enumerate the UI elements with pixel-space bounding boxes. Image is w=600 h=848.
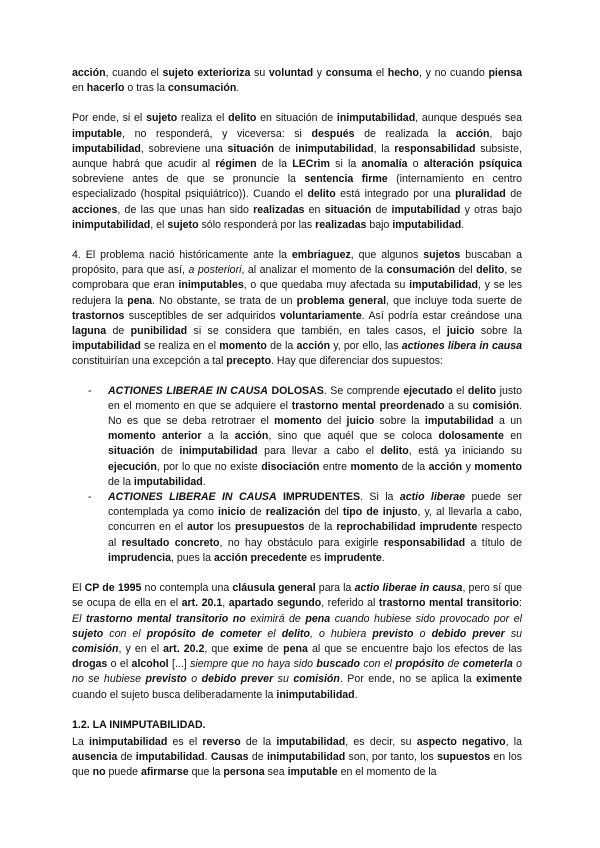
text-run: al que se encuentre bajo los efectos de las	[307, 642, 522, 655]
text-run: imputabilidad	[133, 475, 203, 488]
text-run: art. 20.1	[181, 597, 223, 610]
text-run: cláusula general	[232, 582, 316, 595]
text-run: inimputabilidad	[276, 688, 355, 701]
text-run: situación	[227, 142, 275, 155]
text-run: de	[371, 203, 392, 216]
text-run: se realiza en el	[140, 340, 220, 353]
text-run: delito	[281, 627, 310, 640]
text-run: , no responderá, y viceversa: si	[122, 127, 312, 140]
text-run: imputabilidad	[276, 735, 346, 748]
text-run: consumación	[168, 82, 237, 95]
text-run: . Por ende, no se aplica la	[339, 673, 477, 686]
text-run: los	[213, 521, 235, 534]
text-run: sujeto	[167, 218, 199, 231]
paragraph-inimputabilidad	[72, 735, 522, 781]
text-run: o no se hubiese	[72, 658, 523, 686]
text-run: régimen	[215, 158, 257, 171]
text-run: , sino que aquél que se coloca	[268, 430, 439, 443]
text-run: de	[248, 751, 267, 764]
text-run: imputabilidad	[409, 279, 478, 292]
text-run: imputabilidad	[391, 203, 461, 216]
text-run: justo en el momento en que se adquiere el	[108, 384, 523, 412]
text-run: , que	[204, 642, 234, 655]
text-run: acciones	[72, 203, 118, 216]
text-run: de la	[108, 475, 134, 488]
text-run: momento	[274, 415, 322, 428]
text-run: ACTIONES LIBERAE IN CAUSA	[108, 384, 268, 397]
text-run: imputabilidad	[72, 340, 141, 353]
text-run: ACTIONES LIBERAE IN CAUSA	[108, 491, 277, 504]
text-run: inimputabilidad	[72, 218, 151, 231]
text-run: y	[313, 67, 326, 79]
text-run: su	[250, 67, 269, 79]
text-run: , pues la	[171, 551, 214, 564]
text-run: Por ende, si el	[72, 112, 147, 125]
text-run: , o hubiera	[309, 627, 373, 640]
text-run: , y en el	[118, 642, 164, 655]
list-item-dolosas	[72, 384, 522, 490]
text-run: .	[202, 475, 206, 488]
text-run: bajo	[366, 218, 393, 231]
text-run: presupuestos	[234, 521, 305, 534]
text-run: actiones libera in causa	[401, 340, 522, 353]
text-run: acción	[72, 67, 106, 79]
text-run: DOLOSAS	[267, 384, 324, 397]
text-run: es el	[167, 735, 203, 748]
text-run: y otras bajo	[460, 203, 523, 216]
text-run: imputabilidad	[135, 751, 205, 764]
text-run: su	[273, 673, 294, 686]
text-run: , pero sí que se ocupa de ella en el	[72, 582, 522, 610]
text-run: delito	[307, 188, 336, 201]
text-run: consuma	[325, 67, 373, 79]
text-run: trastorno mental transitorio	[378, 597, 520, 610]
text-run: hacerlo	[86, 82, 125, 95]
text-run: en situación de	[256, 112, 337, 125]
text-run: . No obstante, se trata de un	[152, 294, 297, 307]
text-run: acción	[455, 127, 490, 140]
text-run: previsto	[372, 627, 414, 640]
text-run: que la	[188, 766, 224, 779]
text-run: está integrado por una	[335, 188, 456, 201]
text-run: sentencia firme	[304, 173, 388, 186]
text-run: exime	[233, 642, 264, 655]
text-run: responsabilidad	[383, 536, 466, 549]
text-run: realización	[265, 506, 321, 519]
text-run: de	[263, 642, 284, 655]
text-run: . Se comprende	[323, 384, 404, 397]
text-run: :	[519, 597, 522, 610]
text-run: constituirían una excepción a tal	[72, 355, 227, 368]
text-run: voluntad	[268, 67, 314, 79]
text-run: consumación	[386, 264, 455, 277]
text-run: supuestos	[437, 751, 491, 764]
text-run: alcohol	[131, 658, 169, 671]
text-run: delito	[476, 264, 505, 277]
text-run: afirmarse	[140, 766, 189, 779]
text-run: voluntariamente	[279, 309, 362, 322]
text-run: para la	[315, 582, 355, 595]
text-run: , la	[373, 142, 395, 155]
text-run: cuando hubiese sido provocado por el	[330, 612, 522, 625]
text-run: piensa	[488, 67, 523, 79]
text-run: pluralidad	[455, 188, 506, 201]
text-run: no contempla una	[141, 582, 233, 595]
text-run: propósito	[395, 658, 445, 671]
text-run: y, por ello, las	[330, 340, 402, 353]
text-run: siempre que no haya sido	[190, 658, 317, 671]
text-run: responsabilidad	[394, 142, 476, 155]
text-run: puede	[105, 766, 141, 779]
text-run: el	[372, 67, 388, 79]
text-run: en	[72, 82, 87, 95]
text-run: momento	[219, 340, 267, 353]
text-run: imprudente	[324, 551, 382, 564]
text-run: y	[462, 460, 475, 473]
text-run: momento	[474, 460, 523, 473]
text-run: en	[304, 203, 325, 216]
text-run: a la	[201, 430, 235, 443]
text-run: comisión	[72, 642, 119, 655]
text-run: sobreviene antes de que se pronuncie la	[72, 173, 305, 186]
text-run: , y no cuando	[419, 67, 489, 79]
text-run: acción	[296, 340, 331, 353]
paragraph-embriaguez	[72, 248, 522, 370]
text-run: o tras la	[124, 82, 168, 95]
text-run: . Así podría estar creándose una	[361, 309, 522, 322]
paragraph-cp-1995	[72, 581, 522, 703]
text-run: acción	[234, 430, 269, 443]
text-run: autor	[187, 521, 214, 534]
text-run: anomalía	[361, 158, 408, 171]
text-run: subsiste, aunque habrá que acudir al	[72, 142, 523, 171]
text-run: de la	[266, 340, 297, 353]
text-run: alteración psíquica	[423, 158, 523, 171]
text-run: punibilidad	[130, 325, 188, 338]
text-run: El	[72, 582, 85, 595]
text-run: a título de	[465, 536, 522, 549]
text-run: eximente	[476, 673, 522, 686]
text-run: situación	[108, 445, 155, 458]
text-run: eximirá de	[245, 612, 306, 625]
text-run: , es decir, su	[345, 735, 417, 748]
text-run: con el	[359, 658, 396, 671]
text-run: el	[452, 384, 468, 397]
text-run: si se considera que también, en tales casos, el	[187, 325, 447, 338]
text-run: imputabilidad	[392, 218, 462, 231]
text-run: es	[307, 551, 325, 564]
text-run: drogas	[72, 658, 108, 671]
text-run: (internamiento en centro especializado (hospital psiquiátrico)). Cuando el	[72, 173, 522, 201]
text-run: debido prever	[201, 673, 274, 686]
section-heading: 1.2. LA INIMPUTABILIDAD.	[72, 718, 206, 731]
text-run: . Hay que diferenciar dos supuestos:	[271, 355, 443, 368]
text-run: Causas	[210, 751, 249, 764]
text-run: 4. El problema nació históricamente ante la	[72, 249, 292, 262]
text-run: reprochabilidad imprudente	[336, 521, 478, 534]
text-run: , de las que unas han sido	[117, 203, 254, 216]
text-run: de realizada la	[354, 127, 456, 140]
text-run: a su	[444, 399, 473, 412]
text-run: ,	[222, 597, 229, 610]
text-run: .	[461, 218, 465, 231]
text-run: de	[245, 506, 266, 519]
text-run: sujeto exterioriza	[162, 67, 251, 79]
text-run: juicio	[446, 325, 475, 338]
text-run: previsto	[145, 673, 187, 686]
text-run: de	[505, 188, 523, 201]
text-run: inicio	[218, 506, 246, 519]
text-run: en	[503, 430, 523, 443]
bullet-dash: -	[88, 384, 92, 397]
text-run: realiza el	[177, 112, 229, 125]
text-run: pena	[127, 294, 153, 307]
text-run: , y, al llevarla a cabo, concurren en el	[108, 506, 523, 534]
text-run: trastorno mental preordenado	[291, 399, 445, 412]
text-run: , bajo	[489, 127, 523, 140]
text-run: aspecto negativo	[416, 735, 506, 748]
text-run: disociación	[261, 460, 320, 473]
text-run: inimputables	[178, 279, 244, 292]
text-run: entre	[319, 460, 351, 473]
text-run: no	[92, 766, 106, 779]
text-run: con el	[103, 627, 147, 640]
text-run: en el momento de la	[337, 766, 437, 779]
text-run: en los que	[72, 751, 523, 779]
text-run: delito	[228, 112, 257, 125]
text-run: cometerla	[462, 658, 513, 671]
text-run: trastorno mental transitorio no	[86, 612, 246, 625]
text-run: LECrim	[292, 158, 330, 171]
text-run: del	[454, 264, 477, 277]
text-run: sujetos	[423, 249, 461, 262]
text-run: acción	[428, 460, 463, 473]
text-run: El	[72, 612, 87, 625]
text-run: delito	[380, 445, 409, 458]
text-run: imprudencia	[108, 551, 171, 564]
text-run: , está ya iniciando su	[408, 445, 523, 458]
text-run: art. 20.2	[163, 642, 205, 655]
text-run: imputabilidad	[424, 415, 494, 428]
text-run: buscaban a propósito, para que así,	[72, 249, 522, 277]
text-run: de la	[240, 735, 277, 748]
text-run: , cuando el	[105, 67, 163, 79]
text-run: su	[504, 627, 523, 640]
text-run: , y se les redujera la	[72, 279, 522, 307]
paragraph-por-ende	[72, 111, 522, 233]
text-run: sujeto	[72, 627, 104, 640]
text-run: imputable	[287, 766, 338, 779]
text-run: sea	[264, 766, 288, 779]
text-run: cuando el sujeto busca deliberadamente la	[72, 688, 277, 701]
text-run: ejecución	[108, 460, 157, 473]
text-run: apartado segundo	[228, 597, 322, 610]
text-run: inimputabilidad	[89, 735, 168, 748]
text-run: de	[444, 658, 463, 671]
text-run: comisión	[472, 399, 520, 412]
text-run: , por lo que no existe	[156, 460, 262, 473]
text-run: después	[311, 127, 355, 140]
text-run: hecho	[387, 67, 419, 79]
text-run: respecto al	[108, 521, 523, 549]
text-run: [...]	[168, 658, 191, 671]
text-run: a un	[493, 415, 523, 428]
text-run: resultado concreto	[121, 536, 220, 549]
text-run: puede ser contemplada ya como	[108, 491, 522, 519]
text-run: de	[154, 445, 180, 458]
text-run: , que incluye toda suerte de	[386, 294, 523, 307]
text-run: de la	[398, 460, 429, 473]
text-run: debido prever	[431, 627, 505, 640]
text-run: son, por tanto, los	[345, 751, 438, 764]
text-run: inimputabilidad	[179, 445, 258, 458]
text-run: .	[354, 688, 358, 701]
text-run: de	[106, 325, 131, 338]
text-run: susceptibles de ser adquiridos	[124, 309, 280, 322]
text-run: del	[320, 506, 343, 519]
text-run: .	[204, 751, 211, 764]
text-run: pena	[305, 612, 331, 625]
text-run: , se comprobara que eran	[72, 264, 522, 292]
text-run: propósito de cometer	[146, 627, 262, 640]
text-run: dolosamente	[438, 430, 504, 443]
supuestos-list	[72, 384, 522, 566]
text-run: o	[407, 158, 424, 171]
text-run: , no hay obstáculo para exigirle	[219, 536, 384, 549]
text-run: realizadas	[315, 218, 367, 231]
text-run: , sobreviene una	[140, 142, 228, 155]
text-run: problema general	[296, 294, 387, 307]
text-run: o	[186, 673, 202, 686]
text-run: . Si la	[360, 491, 400, 504]
text-run: imputabilidad	[72, 142, 141, 155]
text-run: inimputabilidad	[266, 751, 346, 764]
text-run: de	[274, 142, 296, 155]
text-run: persona	[223, 766, 265, 779]
text-run: sobre la	[374, 415, 425, 428]
text-run: momento	[350, 460, 399, 473]
text-run: inimputabilidad	[295, 142, 374, 155]
text-run: si la	[329, 158, 362, 171]
text-run: imputable	[72, 127, 123, 140]
text-run: para llevar a cabo el	[257, 445, 381, 458]
text-run: CP de 1995	[84, 582, 142, 595]
text-run: de la	[304, 521, 337, 534]
text-run: buscado	[316, 658, 360, 671]
text-run: el	[261, 627, 282, 640]
text-run: o el	[107, 658, 132, 671]
text-run: trastornos	[72, 309, 125, 322]
text-run: reverso	[202, 735, 241, 748]
text-run: , la	[505, 735, 523, 748]
paragraph-accion-consumacion	[72, 66, 522, 96]
text-run: sujeto	[146, 112, 178, 125]
text-run: tipo de injusto	[342, 506, 418, 519]
text-run: momento anterior	[108, 430, 202, 443]
text-run: actio liberae in causa	[354, 582, 463, 595]
text-run: , o que quedaba muy afectada su	[243, 279, 410, 292]
text-run: laguna	[72, 325, 107, 338]
text-run: o	[413, 627, 432, 640]
list-item-imprudentes	[72, 490, 522, 566]
text-run: .	[236, 82, 240, 95]
text-run: .	[381, 551, 385, 564]
text-run: situación	[324, 203, 372, 216]
text-run: . No es que se deba retrotraer el	[108, 399, 522, 428]
text-run: , referido al	[321, 597, 379, 610]
text-run: precepto	[226, 355, 272, 368]
text-run: , el	[150, 218, 168, 231]
text-run: comisión	[293, 673, 340, 686]
bullet-dash: -	[88, 491, 92, 504]
text-run: de	[117, 751, 136, 764]
text-run: sobre la	[474, 325, 522, 338]
text-run: IMPRUDENTES	[276, 491, 361, 504]
text-run: realizadas	[253, 203, 305, 216]
text-run: ausencia	[72, 751, 118, 764]
text-run: acción precedente	[214, 551, 308, 564]
text-run: , aunque después sea	[415, 112, 522, 125]
text-run: de la	[256, 158, 293, 171]
text-run: delito	[467, 384, 497, 397]
text-run: del	[321, 415, 347, 428]
text-run: juicio	[346, 415, 375, 428]
text-run: actio liberae	[399, 491, 466, 504]
text-run: inimputabilidad	[336, 112, 416, 125]
text-run: pena	[283, 642, 308, 655]
text-run: , al analizar el momento de la	[241, 264, 387, 277]
text-run: ejecutado	[403, 384, 453, 397]
text-run: , que algunos	[350, 249, 424, 262]
text-run: a posteriori	[188, 264, 242, 277]
text-run: embriaguez	[291, 249, 351, 262]
text-run: La	[72, 735, 90, 748]
text-run: sólo responderá por las	[198, 218, 316, 231]
